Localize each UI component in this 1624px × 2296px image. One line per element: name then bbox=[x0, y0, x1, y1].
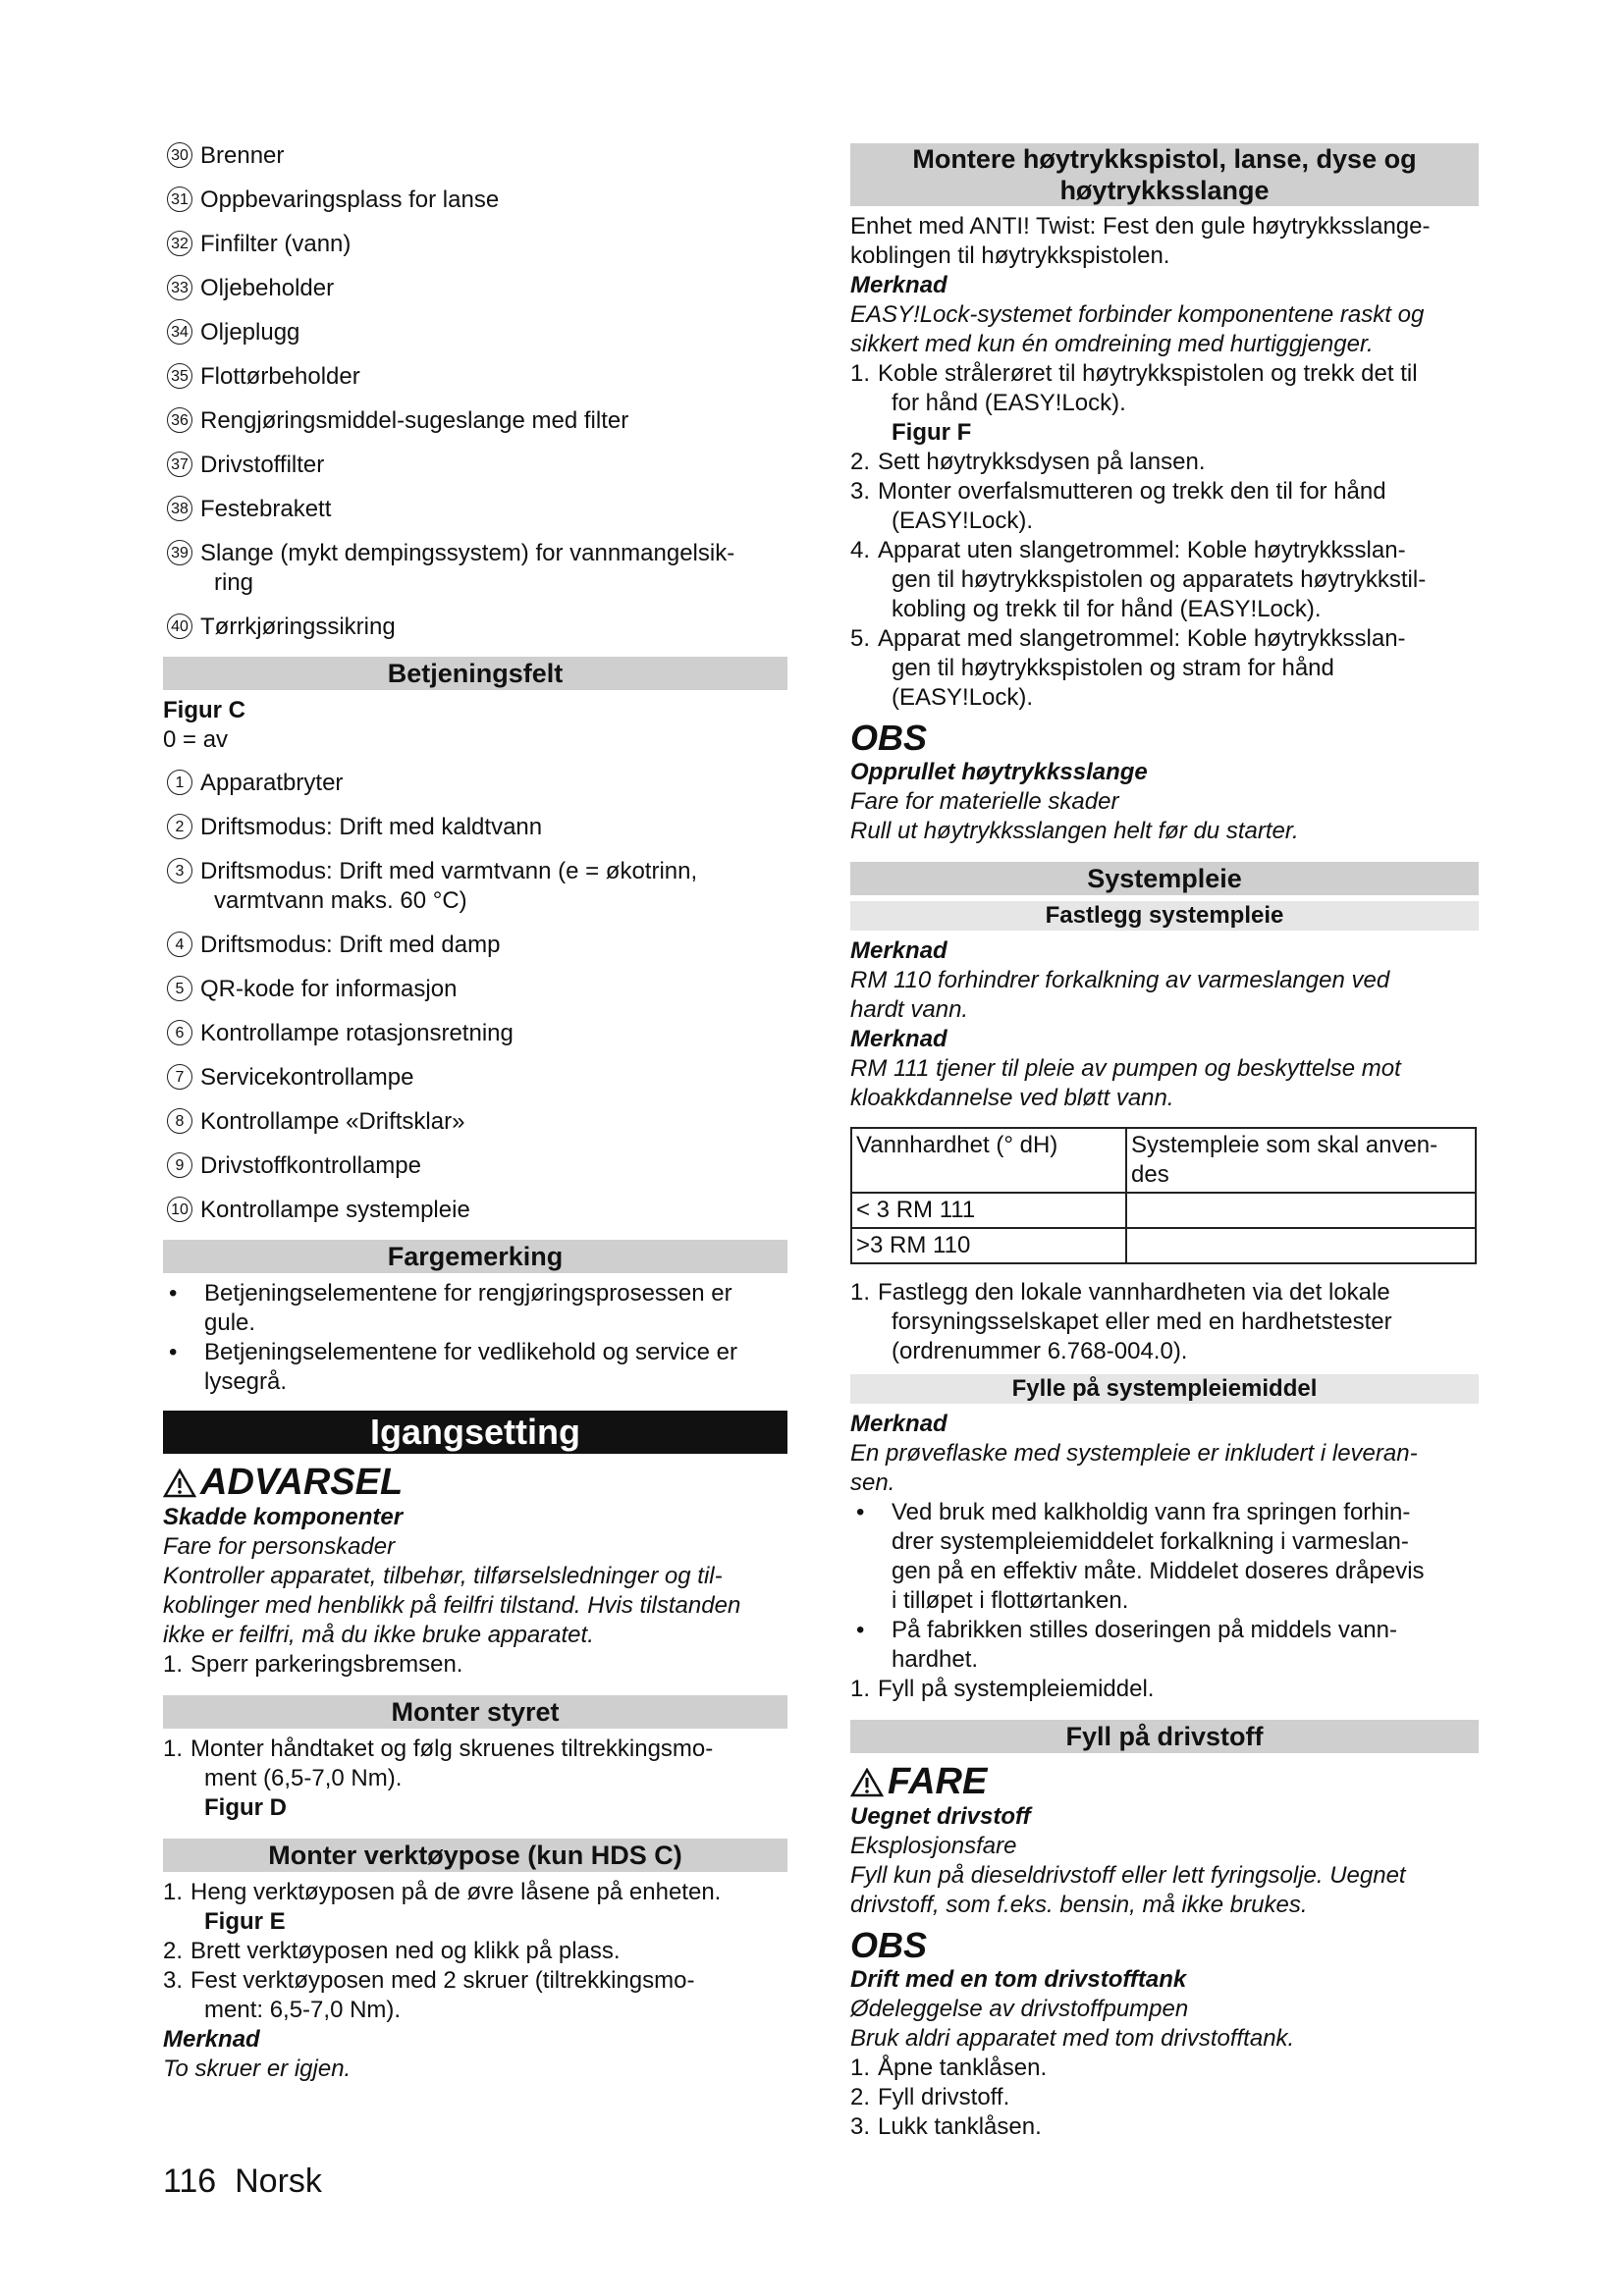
callout-number: 35 bbox=[167, 363, 192, 389]
step: 1. Heng verktøyposen på de øvre låsene på enheten. bbox=[163, 1879, 722, 1905]
table-cell: Systempleie som skal anven- des bbox=[1126, 1128, 1476, 1193]
danger-heading: FARE bbox=[850, 1761, 1479, 1802]
table-cell bbox=[1126, 1193, 1476, 1228]
step: 1. Monter håndtaket og følg skruenes tiltrekkingsmo- ment (6,5-7,0 Nm). bbox=[163, 1735, 714, 1791]
callout-number: 5 bbox=[167, 976, 192, 1001]
figure-c-label: Figur C bbox=[163, 697, 245, 723]
step: 2. Brett verktøyposen ned og klikk på plass. bbox=[163, 1938, 621, 1964]
obs-subtitle: Fare for materielle skader bbox=[850, 788, 1119, 815]
list-item bbox=[163, 769, 787, 798]
step: 1. Sperr parkeringsbremsen. bbox=[163, 1651, 463, 1678]
list-item bbox=[163, 274, 787, 303]
list-item bbox=[163, 975, 787, 1004]
section-heading-montere: Montere høytrykkspistol, lanse, dyse og høytrykksslange bbox=[850, 143, 1479, 206]
section-heading-monter-styret: Monter styret bbox=[163, 1695, 787, 1729]
note-label: Merknad bbox=[850, 272, 947, 298]
left-column bbox=[163, 141, 787, 2084]
list-item bbox=[163, 186, 787, 215]
danger-text: Fyll kun på dieseldrivstoff eller lett fyringsolje. Uegnet drivstoff, som f.eks. bensin, må ikke brukes. bbox=[850, 1862, 1406, 1918]
note-label: Merknad bbox=[163, 2026, 260, 2053]
step: 2. Fyll drivstoff. bbox=[850, 2084, 1010, 2110]
callout-number: 7 bbox=[167, 1064, 192, 1090]
list-item-label: Drivstoffkontrollampe bbox=[200, 1152, 421, 1179]
subsection-heading-fastlegg: Fastlegg systempleie bbox=[850, 901, 1479, 931]
step: 3. Lukk tanklåsen. bbox=[850, 2113, 1042, 2140]
table-cell: >3 RM 110 bbox=[851, 1228, 1126, 1263]
section-heading-betjeningsfelt: Betjeningsfelt bbox=[163, 657, 787, 690]
warning-triangle-icon bbox=[163, 1468, 196, 1498]
list-item bbox=[163, 318, 787, 347]
callout-number: 1 bbox=[167, 770, 192, 795]
obs-title: Drift med en tom drivstofftank bbox=[850, 1966, 1187, 1993]
list-item-label: Driftsmodus: Drift med kaldtvann bbox=[200, 814, 543, 840]
step: 3. Fest verktøyposen med 2 skruer (tiltrekkingsmo- ment: 6,5-7,0 Nm). bbox=[163, 1967, 695, 2023]
step: 1. Fastlegg den lokale vannhardheten via det lokale forsyningsselskapet eller med en hardhetstester (ordrenummer 6.768-004.0). bbox=[850, 1279, 1392, 1364]
callout-number: 30 bbox=[167, 142, 192, 168]
obs-subtitle: Ødeleggelse av drivstoffpumpen bbox=[850, 1996, 1189, 2022]
table-cell: < 3 RM 111 bbox=[851, 1193, 1126, 1228]
note-text: To skruer er igjen. bbox=[163, 2056, 352, 2082]
figure-d-label: Figur D bbox=[204, 1794, 287, 1821]
chapter-heading-igangsetting: Igangsetting bbox=[163, 1411, 787, 1454]
warning-heading: ADVARSEL bbox=[163, 1462, 787, 1503]
list-item bbox=[163, 1196, 787, 1225]
list-item bbox=[163, 1019, 787, 1048]
paragraph: Enhet med ANTI! Twist: Fest den gule høytrykksslange- koblingen til høytrykkspistolen. bbox=[850, 213, 1431, 269]
warning-title: Skadde komponenter bbox=[163, 1504, 404, 1530]
obs-heading: OBS bbox=[850, 1925, 928, 1965]
note-text: RM 110 forhindrer forkalkning av varmeslangen ved hardt vann. bbox=[850, 967, 1390, 1023]
warning-triangle-icon bbox=[850, 1768, 884, 1797]
page-language: Norsk bbox=[235, 2163, 322, 2200]
list-item bbox=[163, 1107, 787, 1137]
list-item-label: Driftsmodus: Drift med damp bbox=[200, 932, 501, 958]
callout-number: 38 bbox=[167, 496, 192, 521]
list-item-label: Servicekontrollampe bbox=[200, 1064, 414, 1091]
list-item-label: Oljeplugg bbox=[200, 319, 300, 346]
table-row bbox=[851, 1193, 1476, 1228]
obs-text: Rull ut høytrykksslangen helt før du starter. bbox=[850, 818, 1299, 844]
list-item bbox=[163, 451, 787, 480]
list-item-label: Oppbevaringsplass for lanse bbox=[200, 187, 500, 213]
step: 5. Apparat med slangetrommel: Koble høytrykksslan- gen til høytrykkspistolen og stram for hånd (EASY!Lock). bbox=[850, 625, 1406, 711]
list-item-label: Kontrollampe systempleie bbox=[200, 1197, 470, 1223]
obs-text: Bruk aldri apparatet med tom drivstofftank. bbox=[850, 2025, 1295, 2052]
table-cell: Vannhardhet (° dH) bbox=[851, 1128, 1126, 1193]
callout-number: 3 bbox=[167, 858, 192, 883]
section-heading-drivstoff: Fyll på drivstoff bbox=[850, 1720, 1479, 1753]
section-heading-fargemerking: Fargemerking bbox=[163, 1240, 787, 1273]
table-row bbox=[851, 1228, 1476, 1263]
callout-number: 33 bbox=[167, 275, 192, 300]
list-item-label: Flottørbeholder bbox=[200, 363, 360, 390]
list-item-label: Drivstoffilter bbox=[200, 452, 325, 478]
note-text: EASY!Lock-systemet forbinder komponentene raskt og sikkert med kun én omdreining med hurtiggjenger. bbox=[850, 301, 1425, 357]
list-item-label: Finfilter (vann) bbox=[200, 231, 352, 257]
bullet-item: • Betjeningselementene for vedlikehold og service er lysegrå. bbox=[169, 1339, 737, 1395]
water-hardness-table bbox=[850, 1127, 1477, 1264]
bullet-item: • Ved bruk med kalkholdig vann fra springen forhin- drer systempleiemiddelet forkalkning i varmeslan- gen på en effektiv måte. Middelet doseres dråpevis i tilløpet i flottørtanken. bbox=[856, 1499, 1425, 1614]
list-item bbox=[163, 1151, 787, 1181]
callout-number: 39 bbox=[167, 540, 192, 565]
figure-f-label: Figur F bbox=[892, 419, 972, 446]
page-number: 116 bbox=[163, 2163, 217, 2200]
warning-subtitle: Fare for personskader bbox=[163, 1533, 396, 1560]
warning-text: Kontroller apparatet, tilbehør, tilførselsledninger og til- koblinger med henblikk på feilfri tilstand. Hvis tilstanden ikke er feilfri, må du ikke bruke apparatet. bbox=[163, 1563, 741, 1648]
section-heading-verktoypose: Monter verktøypose (kun HDS C) bbox=[163, 1839, 787, 1872]
step: 3. Monter overfalsmutteren og trekk den til for hånd (EASY!Lock). bbox=[850, 478, 1386, 534]
step: 1. Koble strålerøret til høytrykkspistolen og trekk det til for hånd (EASY!Lock). bbox=[850, 360, 1418, 416]
list-item-label: Oljebeholder bbox=[200, 275, 335, 301]
callout-number: 31 bbox=[167, 187, 192, 212]
list-item-label: QR-kode for informasjon bbox=[200, 976, 458, 1002]
callout-number: 4 bbox=[167, 932, 192, 957]
list-item-label: Apparatbryter bbox=[200, 770, 344, 796]
list-item-label: Driftsmodus: Drift med varmtvann (e = økotrinn, bbox=[200, 858, 698, 884]
step: 1. Fyll på systempleiemiddel. bbox=[850, 1676, 1155, 1702]
list-item-label: Kontrollampe rotasjonsretning bbox=[200, 1020, 514, 1046]
section-heading-systempleie: Systempleie bbox=[850, 862, 1479, 895]
callout-number: 8 bbox=[167, 1108, 192, 1134]
list-item bbox=[163, 1063, 787, 1093]
list-item-label: Slange (mykt dempingssystem) for vannmangelsik- bbox=[200, 540, 735, 566]
step: 2. Sett høytrykksdysen på lansen. bbox=[850, 449, 1206, 475]
zero-legend: 0 = av bbox=[163, 726, 229, 753]
list-item-label: Tørrkjøringssikring bbox=[200, 614, 396, 640]
list-item bbox=[163, 406, 787, 436]
list-item bbox=[163, 495, 787, 524]
note-label: Merknad bbox=[850, 1411, 947, 1437]
bullet-item: • Betjeningselementene for rengjøringsprosessen er gule. bbox=[169, 1280, 732, 1336]
list-item bbox=[163, 813, 787, 842]
component-list bbox=[163, 141, 787, 642]
list-item-label: Kontrollampe «Driftsklar» bbox=[200, 1108, 465, 1135]
note-text: RM 111 tjener til pleie av pumpen og beskyttelse mot kloakkdannelse ved bløtt vann. bbox=[850, 1055, 1401, 1111]
control-panel-list bbox=[163, 769, 787, 1225]
note-label: Merknad bbox=[850, 937, 947, 964]
list-item-label: Festebrakett bbox=[200, 496, 332, 522]
callout-number: 6 bbox=[167, 1020, 192, 1045]
table-header-row bbox=[851, 1128, 1476, 1193]
list-item-label: Brenner bbox=[200, 142, 285, 169]
bullet-item: • På fabrikken stilles doseringen på middels vann- hardhet. bbox=[856, 1617, 1397, 1673]
callout-number: 40 bbox=[167, 614, 192, 639]
subsection-heading-fylle: Fylle på systempleiemiddel bbox=[850, 1374, 1479, 1404]
step: 4. Apparat uten slangetrommel: Koble høytrykksslan- gen til høytrykkspistolen og apparatets høytrykkstil- kobling og trekk til for hånd (EASY!Lock). bbox=[850, 537, 1427, 622]
list-item bbox=[163, 613, 787, 642]
list-item bbox=[163, 539, 787, 598]
list-item bbox=[163, 141, 787, 171]
callout-number: 10 bbox=[167, 1197, 192, 1222]
danger-title: Uegnet drivstoff bbox=[850, 1803, 1031, 1830]
list-item-label-continued: ring bbox=[214, 569, 254, 596]
danger-subtitle: Eksplosjonsfare bbox=[850, 1833, 1017, 1859]
callout-number: 32 bbox=[167, 231, 192, 256]
list-item bbox=[163, 857, 787, 916]
callout-number: 34 bbox=[167, 319, 192, 345]
page-footer bbox=[163, 2162, 322, 2201]
note-label: Merknad bbox=[850, 1026, 947, 1052]
right-column bbox=[850, 141, 1479, 2142]
list-item bbox=[163, 230, 787, 259]
callout-number: 2 bbox=[167, 814, 192, 839]
callout-number: 9 bbox=[167, 1152, 192, 1178]
list-item bbox=[163, 362, 787, 392]
callout-number: 36 bbox=[167, 407, 192, 433]
callout-number: 37 bbox=[167, 452, 192, 477]
note-text: En prøveflaske med systempleie er inkludert i leveran- sen. bbox=[850, 1440, 1418, 1496]
list-item-label-continued: varmtvann maks. 60 °C) bbox=[214, 887, 467, 914]
table-cell bbox=[1126, 1228, 1476, 1263]
obs-heading: OBS bbox=[850, 718, 928, 758]
step: 1. Åpne tanklåsen. bbox=[850, 2055, 1048, 2081]
obs-title: Opprullet høytrykksslange bbox=[850, 759, 1148, 785]
list-item bbox=[163, 931, 787, 960]
list-item-label: Rengjøringsmiddel-sugeslange med filter bbox=[200, 407, 629, 434]
figure-e-label: Figur E bbox=[204, 1908, 286, 1935]
